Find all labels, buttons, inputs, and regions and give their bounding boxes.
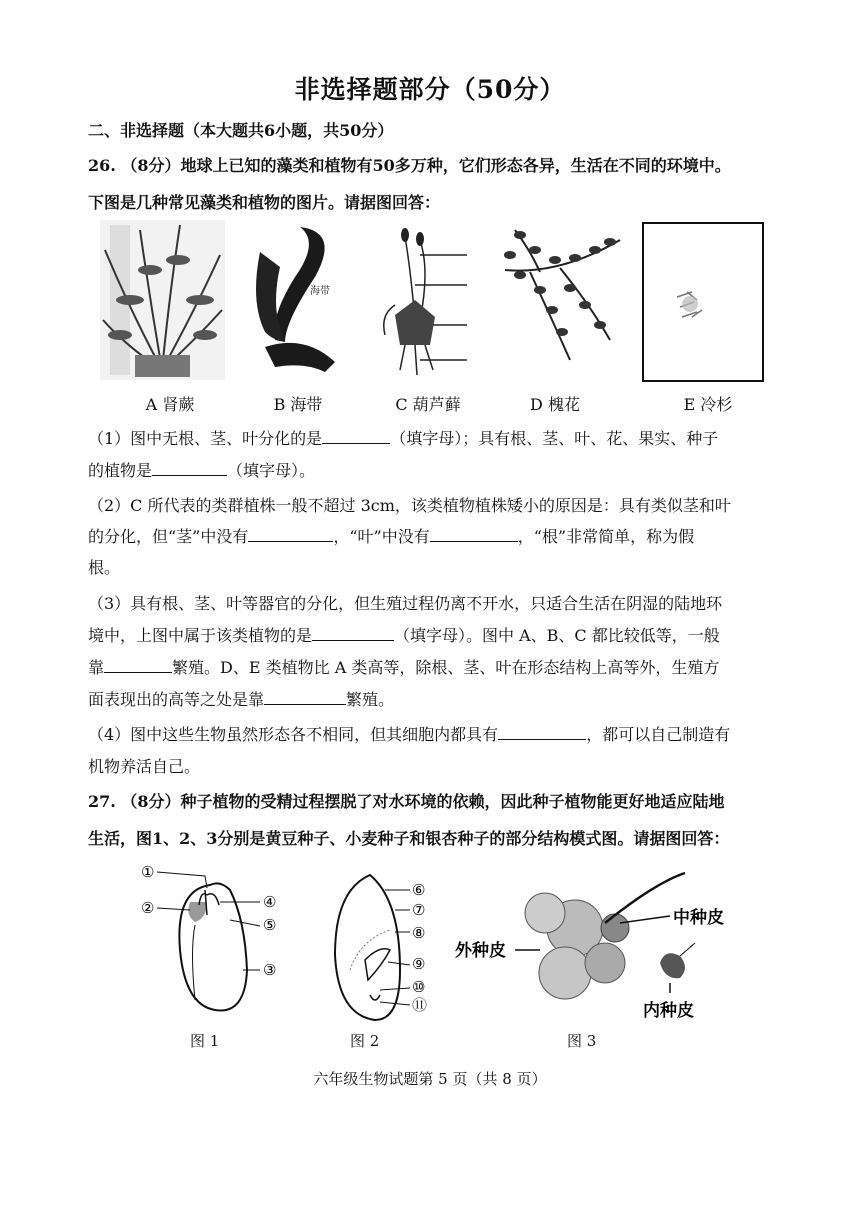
label-10: ⑩	[412, 978, 426, 996]
q26-part1-line2: 的植物是 （填字母）。	[88, 461, 316, 480]
caption-e: E 冷杉	[683, 395, 733, 414]
label-outer-seed-coat: 外种皮	[455, 941, 506, 961]
label-9: ⑨	[412, 955, 426, 973]
page-title: 非选择题部分（50分）	[294, 75, 566, 104]
label-1: ①	[141, 863, 155, 881]
wheat-seed-diagram	[320, 870, 440, 1030]
label-7: ⑦	[412, 901, 426, 919]
ginkgo-seed-diagram	[455, 868, 745, 1028]
label-2: ②	[141, 899, 155, 917]
fir-image	[642, 222, 764, 382]
q26-part3-line4: 面表现出的高等之处是靠 繁殖。	[88, 690, 395, 709]
answer-blank[interactable]	[498, 725, 586, 740]
label-3: ③	[263, 961, 277, 979]
q26-part2-line3: 根。	[88, 558, 121, 577]
page-footer: 六年级生物试题第 5 页（共 8 页）	[313, 1070, 547, 1088]
soybean-seed-diagram	[135, 860, 305, 1030]
caption-a: A 肾蕨	[145, 395, 195, 414]
q26-part2-line2: 的分化，但“茎”中没有 ，“叶”中没有 ，“根”非常简单，称为假	[88, 527, 695, 546]
answer-blank[interactable]	[152, 461, 227, 476]
figure-1-caption: 图 1	[190, 1032, 220, 1050]
kelp-note: 海带	[310, 286, 330, 297]
label-8: ⑧	[412, 924, 426, 942]
caption-b: B 海带	[273, 395, 323, 414]
figure-2-caption: 图 2	[350, 1032, 380, 1050]
label-4: ④	[263, 893, 277, 911]
answer-blank[interactable]	[264, 690, 346, 705]
locust-image	[500, 220, 625, 370]
q26-intro-2: 下图是几种常见藻类和植物的图片。请据图回答：	[88, 193, 441, 212]
section-heading: 二、非选择题（本大题共6小题，共50分）	[88, 121, 394, 140]
figure-3-caption: 图 3	[567, 1032, 597, 1050]
q26-part2-line1: （2）C 所代表的类群植株一般不超过 3cm，该类植物植株矮小的原因是：具有类似茎和叶	[88, 496, 731, 515]
q26-intro-1: 26. （8分）地球上已知的藻类和植物有50多万种，它们形态各异，生活在不同的环境中。	[88, 156, 731, 175]
answer-blank[interactable]	[104, 658, 172, 673]
label-11: ⑪	[412, 996, 428, 1014]
q26-part1-line1: （1）图中无根、茎、叶分化的是 （填字母）；具有根、茎、叶、花、果实、种子	[88, 429, 719, 448]
q26-part3-line1: （3）具有根、茎、叶等器官的分化，但生殖过程仍离不开水，只适合生活在阴湿的陆地环	[88, 594, 723, 613]
label-middle-seed-coat: 中种皮	[673, 908, 724, 928]
answer-blank[interactable]	[248, 527, 333, 542]
label-inner-seed-coat: 内种皮	[643, 1001, 694, 1021]
label-6: ⑥	[412, 881, 426, 899]
label-5: ⑤	[263, 916, 277, 934]
q26-part3-line2: 境中，上图中属于该类植物的是 （填字母）。图中 A、B、C 都比较低等，一般	[88, 626, 720, 645]
kelp-image	[245, 222, 355, 382]
q26-part4-line1: （4）图中这些生物虽然形态各不相同，但其细胞内都具有 ，都可以自己制造有	[88, 725, 731, 744]
answer-blank[interactable]	[430, 527, 518, 542]
moss-image	[375, 225, 470, 380]
q26-part3-line3: 靠 繁殖。D、E 类植物比 A 类高等，除根、茎、叶在形态结构上高等外，生殖方	[88, 658, 720, 677]
fern-image	[100, 220, 225, 380]
answer-blank[interactable]	[322, 429, 390, 444]
caption-c: C 葫芦藓	[395, 395, 461, 414]
q27-intro-1: 27. （8分）种子植物的受精过程摆脱了对水环境的依赖，因此种子植物能更好地适应陆地	[88, 792, 725, 811]
answer-blank[interactable]	[312, 626, 394, 641]
caption-d: D 槐花	[530, 395, 580, 414]
q27-intro-2: 生活，图1、2、3分别是黄豆种子、小麦种子和银杏种子的部分结构模式图。请据图回答：	[88, 829, 730, 848]
q26-part4-line2: 机物养活自己。	[88, 757, 201, 776]
